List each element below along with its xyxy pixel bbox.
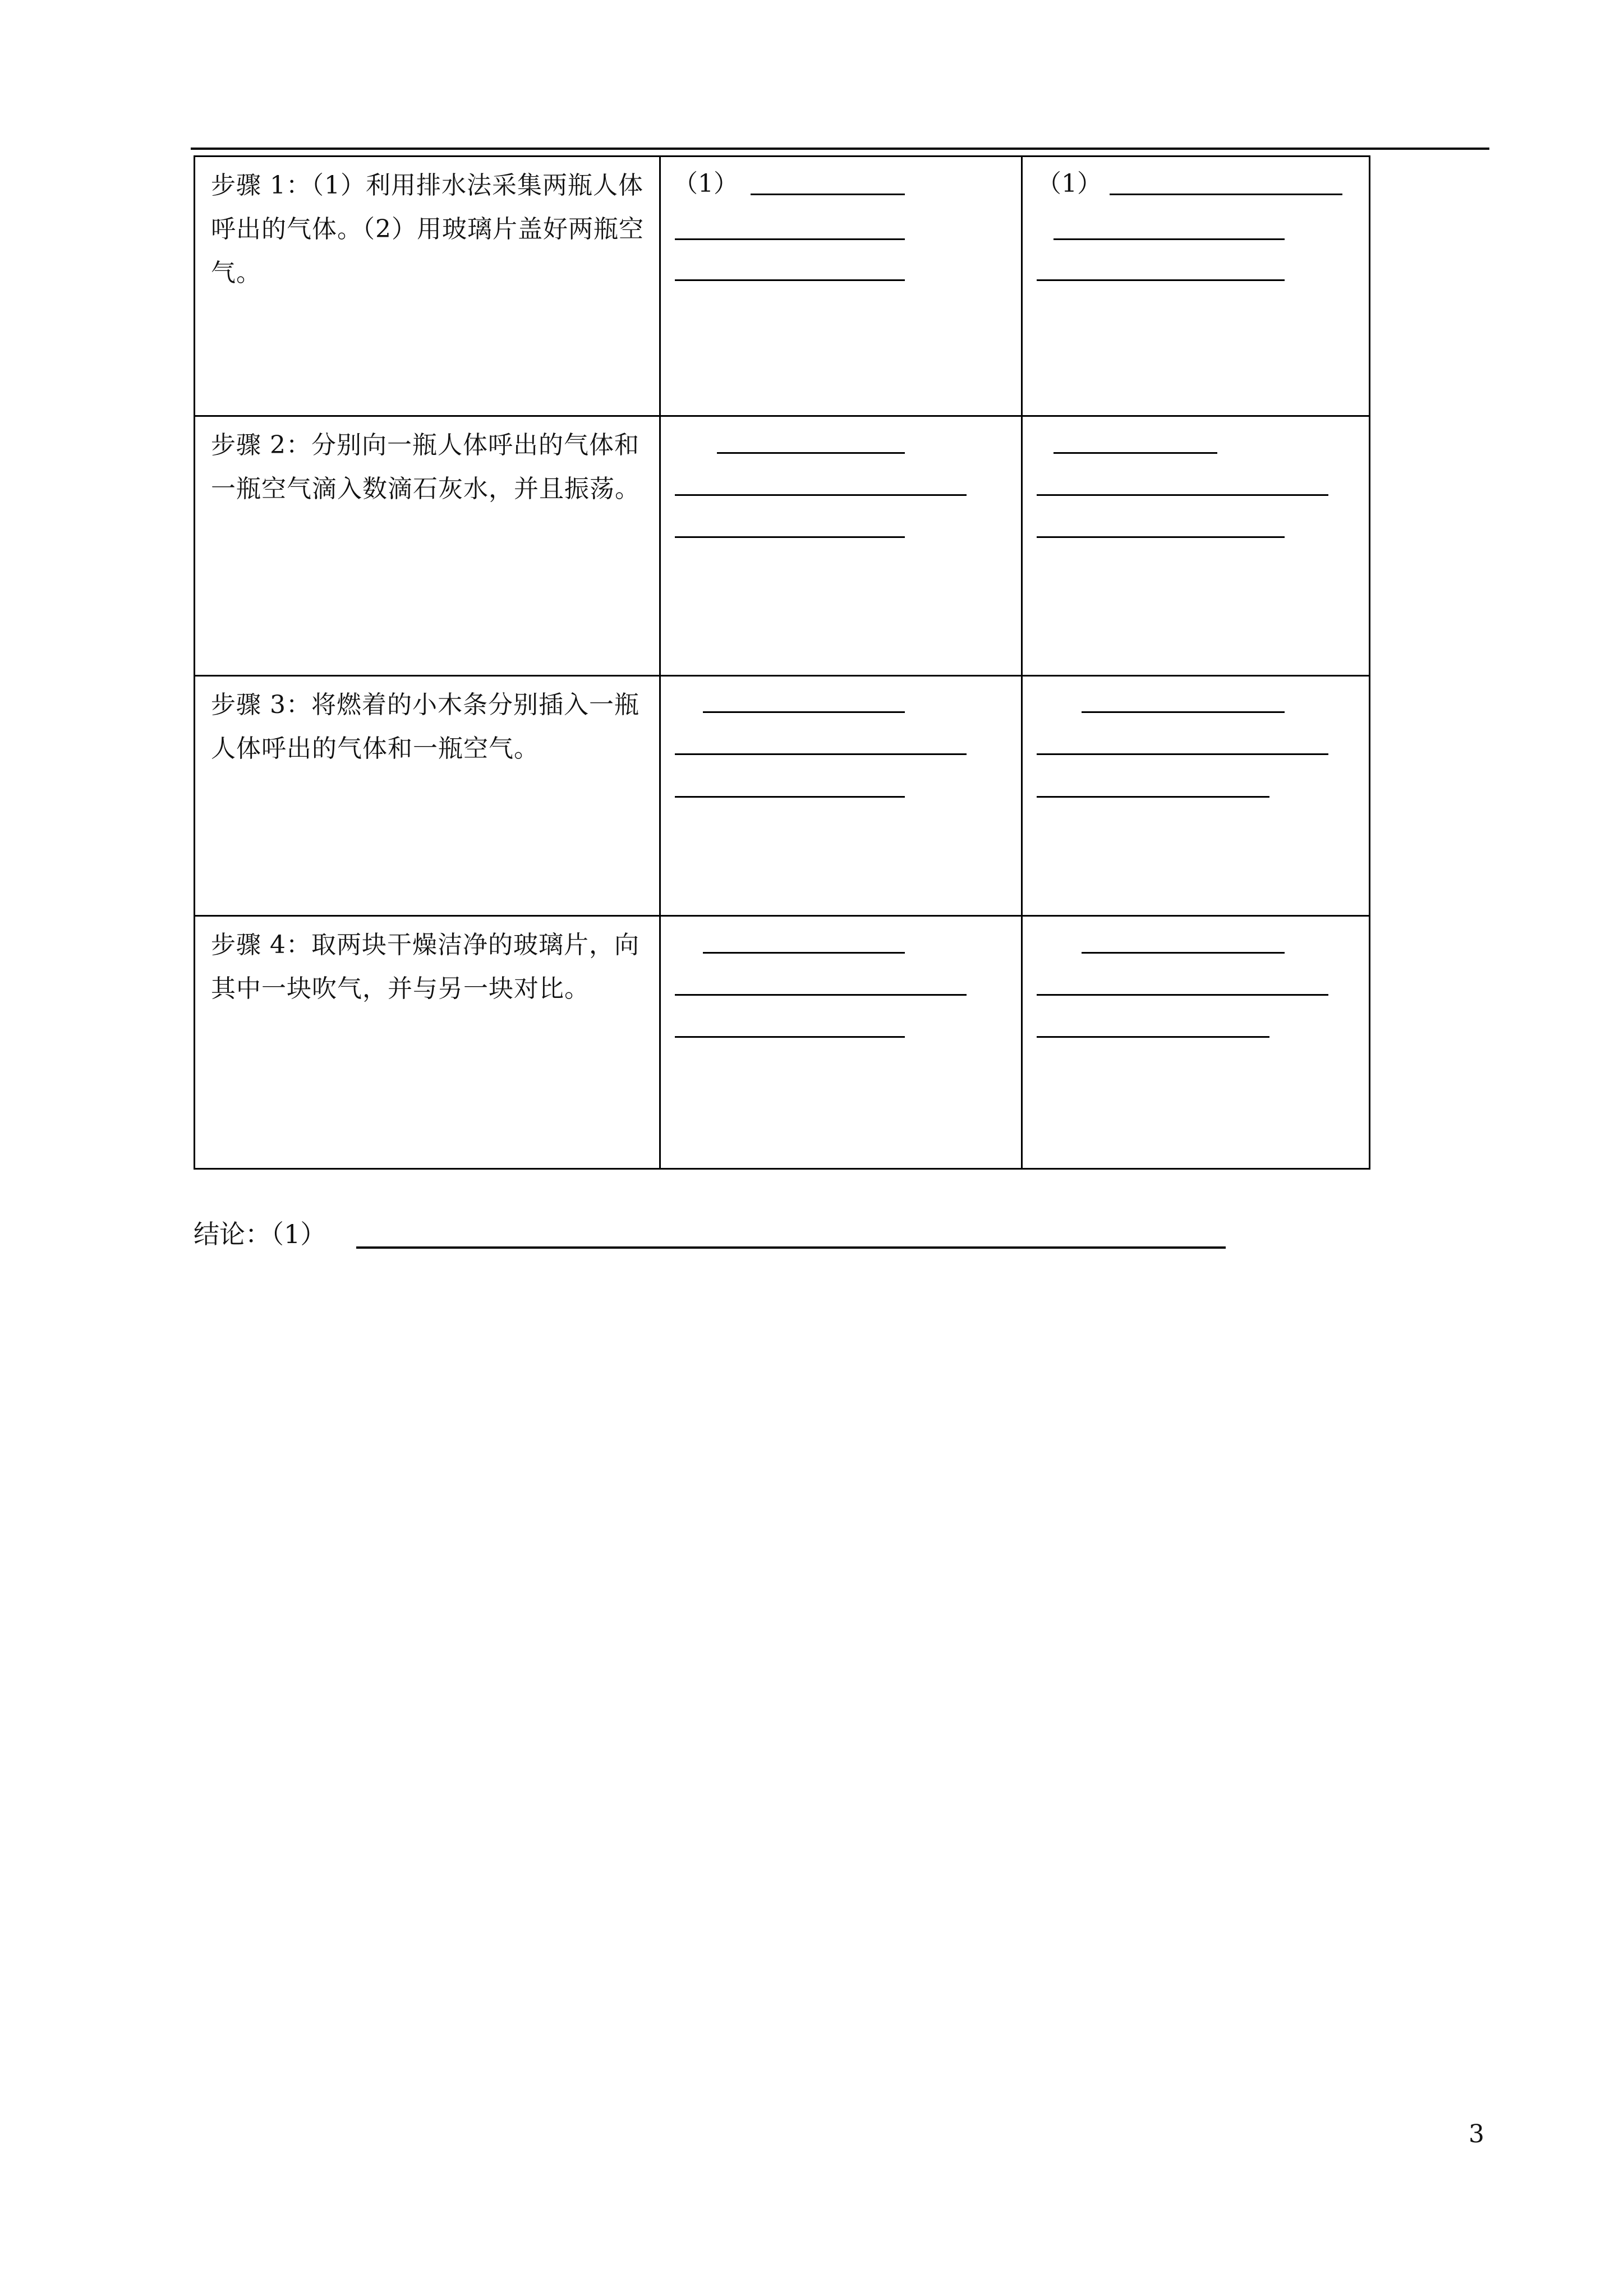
blank-label: （1） — [1037, 169, 1102, 198]
answer-cell-b — [1022, 916, 1370, 1169]
answer-blank[interactable] — [1037, 536, 1285, 538]
step-1-text: 步骤 1：（1）利用排水法采集两瓶人体呼出的气体。（2）用玻璃片盖好两瓶空气。 — [211, 171, 644, 287]
step-2-text: 步骤 2：分别向一瓶人体呼出的气体和一瓶空气滴入数滴石灰水，并且振荡。 — [211, 431, 640, 503]
answer-cell-a — [660, 157, 1022, 416]
step-cell — [195, 916, 660, 1169]
step-cell — [195, 416, 660, 676]
answer-blank[interactable] — [717, 452, 905, 454]
answer-blank[interactable] — [1082, 952, 1285, 954]
blank-label: （1） — [673, 169, 738, 198]
table-row — [195, 676, 1370, 916]
answer-blank[interactable] — [1037, 1036, 1269, 1038]
answer-cell-a — [660, 416, 1022, 676]
conclusion-label: 结论：（1） — [194, 1219, 326, 1249]
answer-cell-b — [1022, 416, 1370, 676]
answer-blank[interactable] — [675, 753, 967, 755]
answer-cell-b — [1022, 676, 1370, 916]
answer-blank[interactable] — [703, 711, 905, 713]
answer-cell-a — [660, 916, 1022, 1169]
answer-blank[interactable] — [1037, 279, 1285, 281]
answer-blank[interactable] — [1037, 796, 1269, 798]
answer-blank[interactable] — [1082, 711, 1285, 713]
answer-blank[interactable] — [1110, 194, 1342, 195]
experiment-table — [194, 155, 1370, 1170]
answer-blank[interactable] — [675, 1036, 905, 1038]
step-cell — [195, 157, 660, 416]
answer-blank[interactable] — [1053, 238, 1285, 240]
answer-blank[interactable] — [675, 494, 967, 496]
conclusion-blank[interactable] — [356, 1246, 1226, 1249]
step-cell — [195, 676, 660, 916]
page-number: 3 — [1469, 2120, 1484, 2148]
answer-cell-b — [1022, 157, 1370, 416]
table-row — [195, 157, 1370, 416]
answer-blank[interactable] — [675, 796, 905, 798]
answer-blank[interactable] — [675, 994, 967, 996]
answer-blank[interactable] — [1053, 452, 1217, 454]
answer-blank[interactable] — [1037, 753, 1328, 755]
table-row — [195, 416, 1370, 676]
answer-blank[interactable] — [1037, 494, 1328, 496]
header-rule — [191, 148, 1489, 150]
step-3-text: 步骤 3：将燃着的小木条分别插入一瓶人体呼出的气体和一瓶空气。 — [211, 691, 640, 763]
answer-cell-a — [660, 676, 1022, 916]
answer-blank[interactable] — [675, 536, 905, 538]
answer-blank[interactable] — [675, 238, 905, 240]
answer-blank[interactable] — [751, 194, 905, 195]
table-row — [195, 916, 1370, 1169]
answer-blank[interactable] — [675, 279, 905, 281]
answer-blank[interactable] — [703, 952, 905, 954]
step-4-text: 步骤 4：取两块干燥洁净的玻璃片，向其中一块吹气，并与另一块对比。 — [211, 931, 640, 1003]
answer-blank[interactable] — [1037, 994, 1328, 996]
